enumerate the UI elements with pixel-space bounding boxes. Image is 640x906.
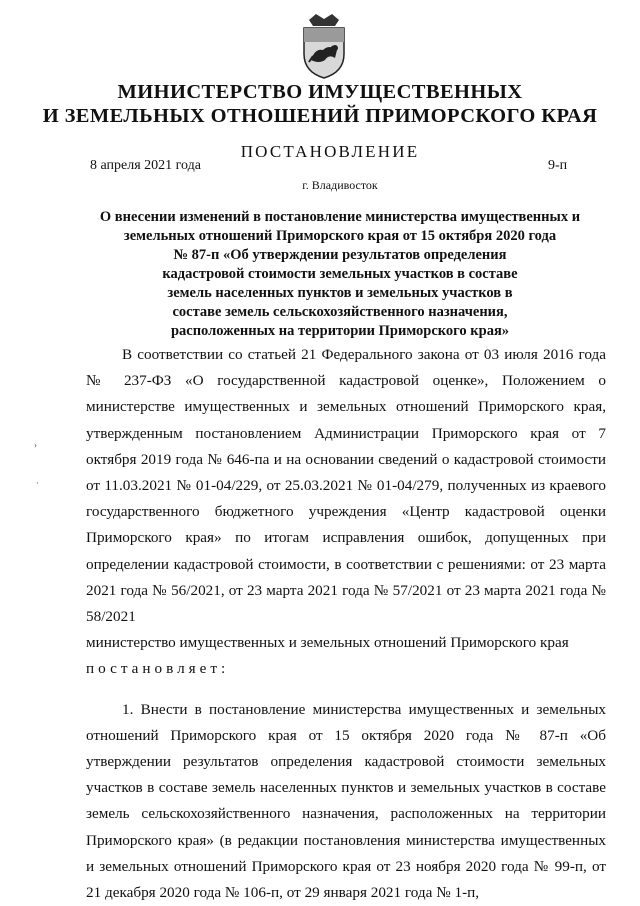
coat-of-arms-emblem	[299, 14, 349, 80]
preamble-paragraph: В соответствии со статьей 21 Федерального закона от 03 июля 2016 года № 237-ФЗ «О государственной кадастровой оценке», Положением о министерстве имущественных и земельных отношений Приморского края, утвержденным постановлением Администрации Приморского края от 7 октября 2019 года № 646-па и на основании сведений о кадастровой стоимости от 11.03.2021 № 01-04/229, от 25.03.2021 № 01-04/279, полученных из краевого государственного бюджетного учреждения «Центр кадастровой оценки Приморского края» по итогам исправления ошибок, допущенных при определении кадастровой стоимости, в соответствии с решениями: от 23 марта 2021 года № 56/2021, от 23 марта 2021 года № 57/2021 от 23 марта 2021 года № 58/2021	[86, 346, 606, 626]
title-line: земельных отношений Приморского края от 15 октября 2020 года	[123, 228, 557, 244]
document-date: 8 апреля 2021 года	[90, 158, 201, 173]
decree-item-1: 1. Внести в постановление министерства имущественных и земельных отношений Приморского края от 15 октября 2020 года № 87-п «Об утверждении результатов определения кадастровой стоимости земельных участков в составе земель населенных пунктов и земельных участков в составе земель сельскохозяйственного назначения, расположенных на территории Приморского края» (в редакции постановления министерства имущественных и земельных отношений Приморского края от 23 ноября 2020 года № 99-п, от 21 декабря 2020 года № 106-п, от 29 января 2021 года № 1-п,	[86, 700, 606, 902]
ministry-name-line-1: МИНИСТЕРСТВО ИМУЩЕСТВЕННЫХ	[117, 81, 523, 103]
title-line: № 87-п «Об утверждении результатов определения	[173, 247, 507, 263]
title-line: земель населенных пунктов и земельных участков в	[167, 285, 513, 301]
document-number: 9-п	[548, 158, 568, 173]
document-title	[60, 208, 620, 341]
title-line: составе земель сельскохозяйственного назначения,	[172, 304, 508, 320]
document-type: ПОСТАНОВЛЕНИЕ	[240, 142, 420, 161]
title-line: О внесении изменений в постановление министерства имущественных и	[99, 209, 581, 225]
scan-artifact: ›	[34, 440, 37, 450]
document-body	[86, 342, 606, 906]
decree-word: постановляет:	[86, 660, 230, 678]
title-line: расположенных на территории Приморского края»	[170, 323, 510, 339]
title-line: кадастровой стоимости земельных участков в составе	[162, 266, 518, 282]
scan-artifact: ·	[36, 478, 39, 488]
issuing-body-paragraph: министерство имущественных и земельных отношений Приморского края	[86, 634, 569, 652]
document-city: г. Владивосток	[302, 178, 378, 192]
ministry-name-line-2: И ЗЕМЕЛЬНЫХ ОТНОШЕНИЙ ПРИМОРСКОГО КРАЯ	[42, 105, 598, 127]
